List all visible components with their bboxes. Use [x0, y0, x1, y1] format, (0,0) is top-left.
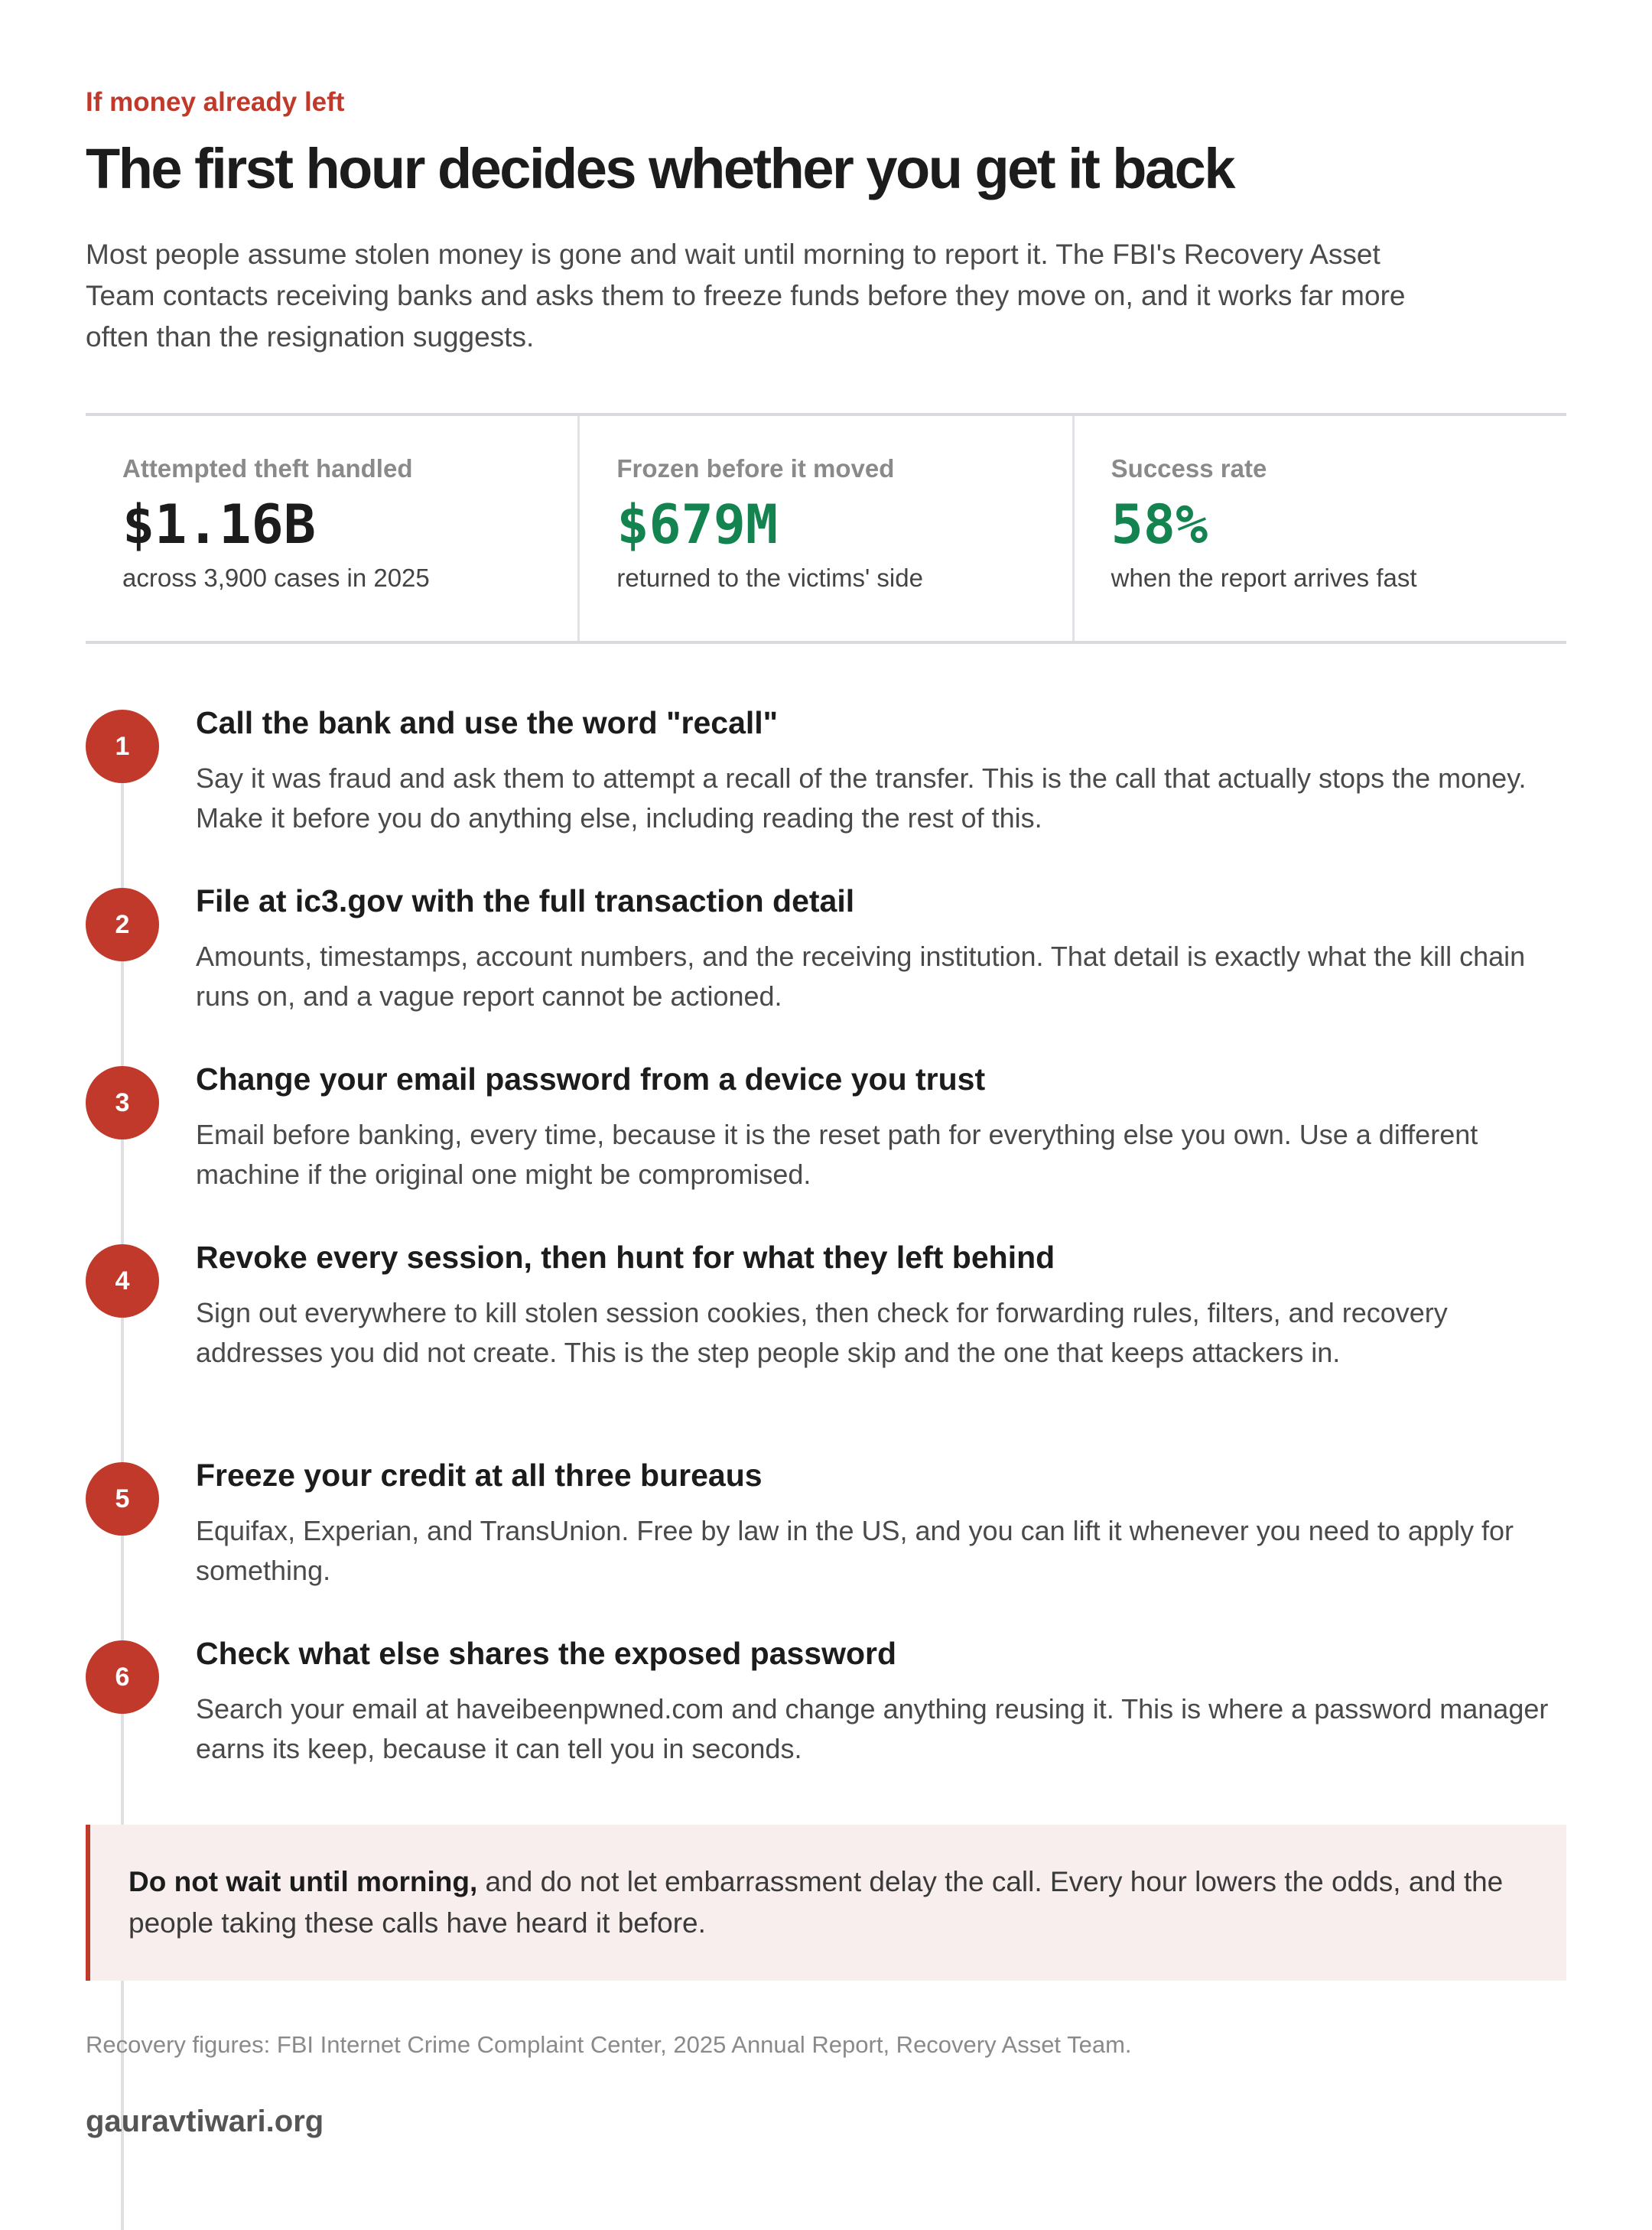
step-number-badge: 1	[86, 710, 159, 783]
source-note: Recovery figures: FBI Internet Crime Complaint Center, 2025 Annual Report, Recovery Asset Team.	[86, 2031, 1132, 2058]
stat-success-rate	[1072, 416, 1566, 641]
stat-label: Success rate	[1111, 454, 1267, 483]
callout-emphasis: Do not wait until morning,	[128, 1866, 478, 1897]
stat-frozen	[577, 416, 1072, 641]
step-title: File at ic3.gov with the full transaction detail	[196, 883, 855, 918]
stat-value: $1.16B	[122, 493, 316, 556]
step-title: Freeze your credit at all three bureaus	[196, 1458, 763, 1493]
step-body: Amounts, timestamps, account numbers, and the receiving institution. That detail is exactly what the kill chain runs on, and a vague report cannot be actioned.	[196, 941, 1526, 1012]
stat-attempted-theft	[86, 416, 577, 641]
stat-subtext: when the report arrives fast	[1111, 564, 1417, 592]
intro-paragraph: Most people assume stolen money is gone and wait until morning to report it. The FBI's Recovery Asset Team contacts receiving banks and asks them to freeze funds before they move on, and it works far more often than the resignation suggests.	[86, 239, 1406, 353]
callout-text: and do not let embarrassment delay the call. Every hour lowers the odds, and the people taking these calls have heard it before.	[128, 1866, 1504, 1939]
step-body: Sign out everywhere to kill stolen session cookies, then check for forwarding rules, filters, and recovery addresses you did not create. This is the step people skip and the one that keeps attackers in.	[196, 1297, 1448, 1368]
step-number-badge: 4	[86, 1244, 159, 1318]
step-body: Email before banking, every time, because it is the reset path for everything else you own. Use a different machine if the original one might be compromised.	[196, 1119, 1478, 1190]
stat-label: Attempted theft handled	[122, 454, 413, 483]
step-body: Say it was fraud and ask them to attempt a recall of the transfer. This is the call that actually stops the money. Make it before you do anything else, including reading the rest of this.	[196, 762, 1527, 834]
brand-footer: gauravtiwari.org	[86, 2105, 324, 2138]
stat-value: 58%	[1111, 493, 1208, 556]
stats-strip	[86, 413, 1566, 644]
step-title: Call the bank and use the word "recall"	[196, 705, 779, 740]
eyebrow-label: If money already left	[86, 87, 345, 117]
stat-label: Frozen before it moved	[616, 454, 895, 483]
step-number-badge: 6	[86, 1640, 159, 1714]
step-body: Equifax, Experian, and TransUnion. Free by law in the US, and you can lift it whenever you need to apply for something.	[196, 1515, 1514, 1586]
step-title: Change your email password from a device you trust	[196, 1061, 986, 1097]
warning-callout	[86, 1825, 1566, 1981]
step-body: Search your email at haveibeenpwned.com and change anything reusing it. This is where a password manager earns its keep, because it can tell you in seconds.	[196, 1693, 1549, 1764]
step-number-badge: 3	[86, 1066, 159, 1139]
step-number-badge: 5	[86, 1462, 159, 1536]
step-number-badge: 2	[86, 888, 159, 961]
step-title: Check what else shares the exposed password	[196, 1636, 897, 1671]
stat-subtext: across 3,900 cases in 2025	[122, 564, 430, 592]
step-title: Revoke every session, then hunt for what they left behind	[196, 1240, 1055, 1275]
stat-subtext: returned to the victims' side	[616, 564, 923, 592]
stat-value: $679M	[616, 493, 779, 556]
page-title: The first hour decides whether you get it back	[86, 137, 1234, 200]
